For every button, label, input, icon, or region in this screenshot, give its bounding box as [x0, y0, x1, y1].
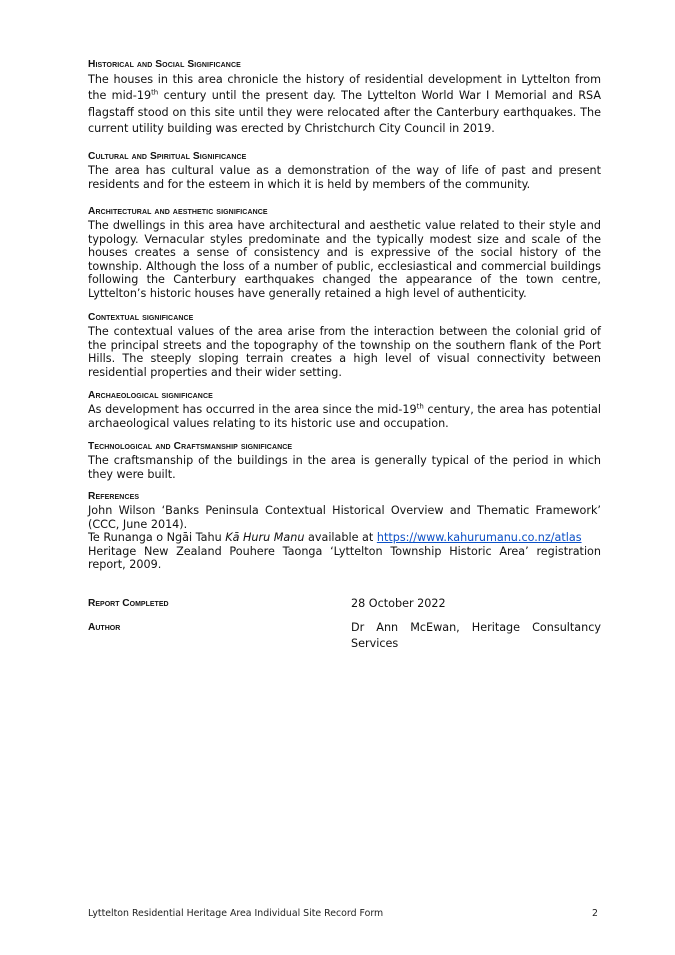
- technological-paragraph: The craftsmanship of the buildings in the area is generally typical of the period in which they were built.: [88, 454, 601, 481]
- archaeological-text-b: century, the area has potential archaeological values relating to its historic use and occupation.: [88, 403, 601, 430]
- historical-heading: Historical and Social Significance: [88, 59, 241, 70]
- page-footer: [88, 908, 598, 919]
- cultural-heading: Cultural and Spiritual Significance: [88, 151, 247, 162]
- archaeological-paragraph: [88, 403, 601, 430]
- technological-heading: Technological and Craftsmanship significance: [88, 441, 293, 452]
- contextual-paragraph: The contextual values of the area arise from the interaction between the colonial grid of the principal streets and the topography of the township on the southern flank of the Port Hills. The steeply sloping terrain creates a high level of visual connectivity between residential properties and their wider setting.: [88, 325, 601, 379]
- kahurumanu-link[interactable]: https://www.kahurumanu.co.nz/atlas: [376, 531, 582, 545]
- references-section: [88, 491, 601, 572]
- report-completed-value: 28 October 2022: [351, 597, 446, 610]
- reference-wilson: John Wilson ‘Banks Peninsula Contextual Historical Overview and Thematic Framework’ (CCC, June 2014).: [88, 504, 601, 531]
- historical-text-b: century until the present day. The Lyttelton World War I Memorial and RSA flagstaff stood on this site until they were relocated after the Canterbury earthquakes. The current utility building was erected by Christchurch City Council in 2019.: [88, 89, 602, 136]
- archaeological-text-a: As development has occurred in the area since the mid-19: [88, 403, 417, 416]
- reference-heritage-nz: Heritage New Zealand Pouhere Taonga ‘Lyttelton Township Historic Area’ registration report, 2009.: [88, 544, 601, 572]
- contextual-section: [88, 312, 601, 386]
- architectural-section: [88, 206, 601, 308]
- reference-kahurumanu-mid: available at: [304, 531, 377, 545]
- archaeological-sup: th: [416, 402, 424, 411]
- historical-section: [88, 59, 601, 145]
- page-number: 2: [592, 908, 598, 919]
- historical-paragraph: [88, 72, 601, 138]
- contextual-heading: Contextual significance: [88, 312, 194, 323]
- reference-kahurumanu: [88, 531, 601, 545]
- technological-section: [88, 441, 601, 488]
- author-label: Author: [88, 622, 121, 633]
- cultural-section: [88, 151, 601, 198]
- references-heading: References: [88, 491, 140, 502]
- archaeological-heading: Archaeological significance: [88, 390, 213, 401]
- historical-text-a: The houses in this area chronicle the history of residential development in Lyttelton from the mid-19: [88, 73, 601, 103]
- cultural-paragraph: The area has cultural value as a demonstration of the way of life of past and present residents and for the esteem in which it is held by members of the community.: [88, 164, 601, 191]
- report-completed-label: Report Completed: [88, 598, 169, 609]
- author-value: Dr Ann McEwan, Heritage Consultancy Services: [351, 621, 601, 650]
- architectural-heading: Architectural and aesthetic significance: [88, 206, 268, 217]
- reference-kahurumanu-title: Kā Huru Manu: [225, 531, 305, 545]
- reference-kahurumanu-prefix: Te Runanga o Ngāi Tahu: [88, 531, 226, 545]
- historical-sup: th: [151, 88, 159, 97]
- footer-title: Lyttelton Residential Heritage Area Individual Site Record Form: [88, 908, 384, 919]
- architectural-paragraph: The dwellings in this area have architectural and aesthetic value related to their style and typology. Vernacular styles predominate and the typically modest size and scale of the houses creates a sense of consistency and is expressive of the social history of the township. Although the loss of a number of public, ecclesiastical and commercial buildings following the Canterbury earthquakes changed the appearance of the town centre, Lyttelton’s historic houses have generally retained a high level of authenticity.: [88, 219, 601, 300]
- archaeological-section: [88, 390, 601, 437]
